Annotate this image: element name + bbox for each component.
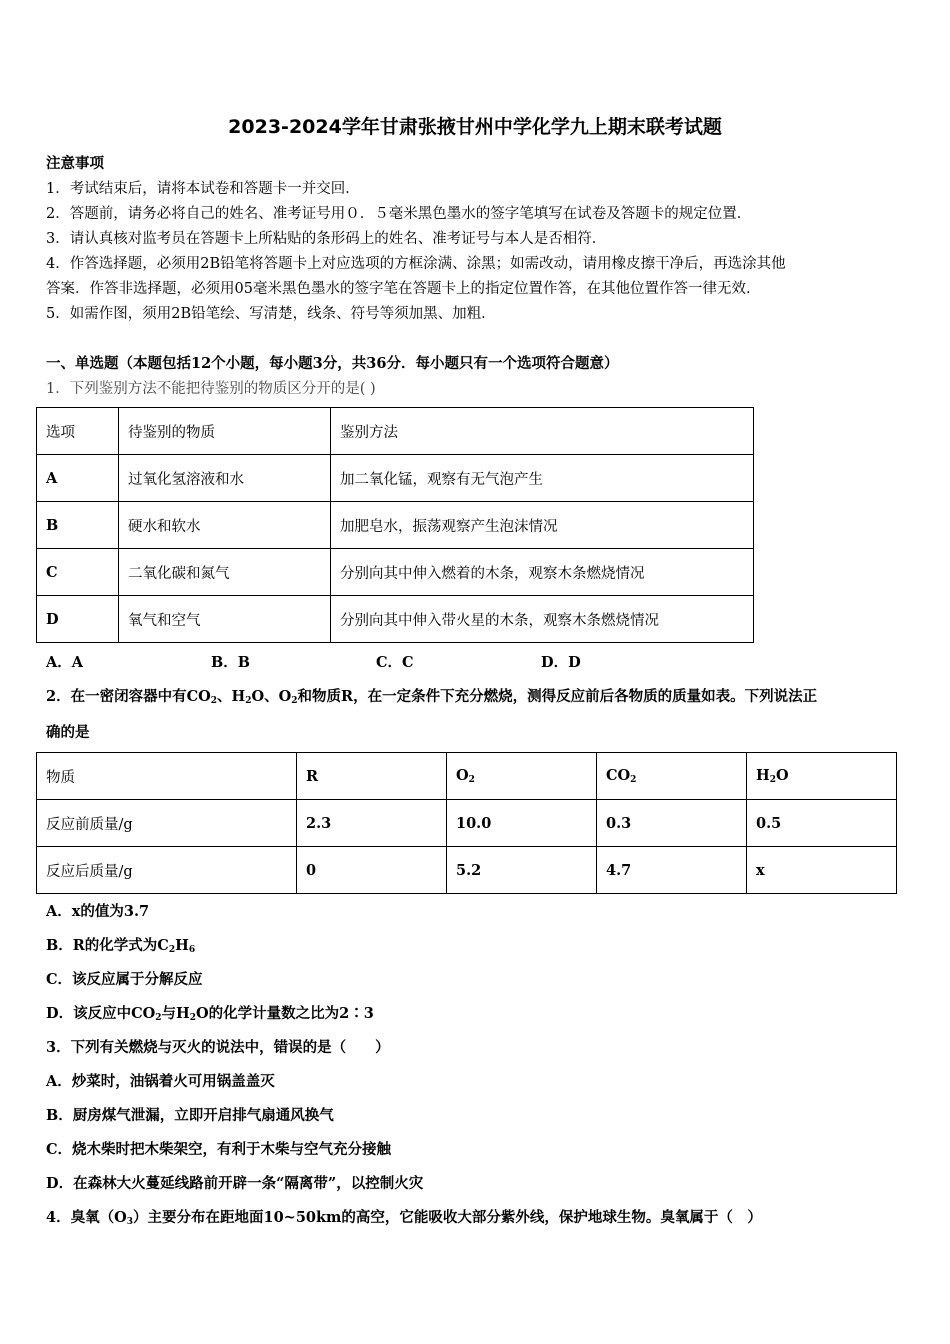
table-cell: x [747, 847, 897, 894]
subscript: 2 [769, 775, 776, 785]
question-2-option-b [46, 934, 195, 955]
table-cell: 氧气和空气 [119, 596, 331, 643]
notice-heading: 注意事项 [46, 155, 104, 172]
table-cell: B [37, 502, 119, 549]
subscript: 2 [291, 696, 298, 706]
stem-text: 和物质R，在一定条件下充分燃烧，测得反应前后各物质的质量如表。下列说法正 [297, 688, 818, 705]
table-cell: 5.2 [447, 847, 597, 894]
question-2-stem-cont: 确的是 [46, 724, 90, 741]
table-row [37, 847, 897, 894]
stem-text: ）主要分布在距地面10~50km的高空，它能吸收大部分紫外线，保护地球生物。臭氧属于（ ） [133, 1209, 762, 1226]
subscript: 2 [245, 696, 252, 706]
question-3-stem: 3．下列有关燃烧与灭火的说法中，错误的是（ ） [46, 1039, 390, 1056]
formula-text: O [775, 767, 789, 784]
table-cell: 分别向其中伸入带火星的木条，观察木条燃烧情况 [331, 596, 754, 643]
table-cell: 2.3 [297, 800, 447, 847]
question-2-stem [46, 685, 817, 706]
table-cell: 二氧化碳和氮气 [119, 549, 331, 596]
option-c: C．C [376, 654, 414, 671]
notice-item: 答案．作答非选择题，必须用05毫米黑色墨水的签字笔在答题卡上的指定位置作答，在其他位置作答一律无效． [46, 281, 761, 297]
subscript: 2 [630, 775, 637, 785]
header-cell: 选项 [37, 408, 119, 455]
option-a: A．A [46, 654, 84, 671]
question-3-option-d: D．在森林大火蔓延线路前开辟一条“隔离带”，以控制火灾 [46, 1175, 424, 1192]
question-2-table [36, 752, 897, 894]
stem-text: 2．在一密闭容器中有 [46, 688, 187, 705]
formula-text: CO [606, 767, 631, 784]
table-cell: 0 [297, 847, 447, 894]
question-3-option-a: A．炒菜时，油锅着火可用锅盖盖灭 [46, 1073, 275, 1090]
header-cell [597, 753, 747, 800]
table-row [37, 596, 754, 643]
table-cell: 过氧化氢溶液和水 [119, 455, 331, 502]
header-cell: 物质 [37, 753, 297, 800]
table-cell: D [37, 596, 119, 643]
notice-item: 4．作答选择题，必须用2B铅笔将答题卡上对应选项的方框涂满、涂黑；如需改动，请用橡皮擦干净后，再选涂其他 [46, 256, 786, 272]
table-header-row [37, 753, 897, 800]
notice-item: 3．请认真核对监考员在答题卡上所粘贴的条形码上的姓名、准考证号与本人是否相符． [46, 231, 607, 247]
header-cell [747, 753, 897, 800]
header-cell: 待鉴别的物质 [119, 408, 331, 455]
question-3-option-c: C．烧木柴时把木柴架空，有利于木柴与空气充分接触 [46, 1141, 392, 1158]
option-b: B．B [211, 654, 251, 671]
subscript: 2 [189, 1013, 196, 1023]
section-heading: 一、单选题（本题包括12个小题，每小题3分，共36分．每小题只有一个选项符合题意） [46, 355, 619, 372]
subscript: 2 [468, 775, 475, 785]
table-row [37, 800, 897, 847]
option-text: D．该反应中CO [46, 1005, 156, 1022]
table-cell: 加肥皂水，振荡观察产生泡沫情况 [331, 502, 754, 549]
formula-text: CO [186, 688, 211, 705]
table-header-row [37, 408, 754, 455]
question-1-table [36, 407, 754, 643]
table-cell: 0.3 [597, 800, 747, 847]
formula-text: O [278, 688, 292, 705]
table-row [37, 502, 754, 549]
option-text: 与H [161, 1005, 190, 1022]
header-cell: R [297, 753, 447, 800]
table-cell: 10.0 [447, 800, 597, 847]
formula-text: O [456, 767, 469, 784]
table-cell: C [37, 549, 119, 596]
subscript: 3 [126, 1217, 133, 1227]
question-2-option-c: C．该反应属于分解反应 [46, 971, 203, 988]
table-cell: 反应后质量/g [37, 847, 297, 894]
option-text: O的化学计量数之比为2∶3 [195, 1005, 374, 1022]
separator: 、 [264, 688, 279, 705]
formula-text: H [175, 937, 189, 954]
question-4-stem [46, 1206, 762, 1227]
formula-text: H [231, 688, 246, 705]
subscript: 6 [188, 945, 196, 955]
table-cell: 硬水和软水 [119, 502, 331, 549]
subscript: 2 [210, 696, 218, 706]
option-d: D．D [541, 654, 581, 671]
formula-text: H [756, 767, 770, 784]
subscript: 2 [155, 1013, 162, 1023]
table-cell: 反应前质量/g [37, 800, 297, 847]
table-row [37, 549, 754, 596]
table-cell: 0.5 [747, 800, 897, 847]
header-cell: 鉴别方法 [331, 408, 754, 455]
question-3-option-b: B．厨房煤气泄漏，立即开启排气扇通风换气 [46, 1107, 334, 1124]
question-1-stem: 1．下列鉴别方法不能把待鉴别的物质区分开的是( ) [46, 381, 376, 397]
table-cell: A [37, 455, 119, 502]
table-cell: 4.7 [597, 847, 747, 894]
table-row [37, 455, 754, 502]
separator: 、 [217, 688, 232, 705]
page-title: 2023-2024学年甘肃张掖甘州中学化学九上期末联考试题 [228, 116, 722, 138]
formula-text: O [251, 688, 265, 705]
stem-text: 4．臭氧（O [46, 1209, 127, 1226]
question-2-option-d [46, 1002, 374, 1023]
notice-item: 2．答题前，请务必将自己的姓名、准考证号用０．５毫米黑色墨水的签字笔填写在试卷及答题卡的规定位置． [46, 206, 752, 222]
notice-item: 1．考试结束后，请将本试卷和答题卡一并交回． [46, 181, 360, 197]
table-cell: 加二氧化锰，观察有无气泡产生 [331, 455, 754, 502]
notice-item: 5．如需作图，须用2B铅笔绘、写清楚，线条、符号等须加黑、加粗． [46, 306, 496, 322]
header-cell [447, 753, 597, 800]
question-2-option-a: A．x的值为3.7 [46, 903, 150, 920]
table-cell: 分别向其中伸入燃着的木条，观察木条燃烧情况 [331, 549, 754, 596]
option-text: B．R的化学式为C [46, 937, 169, 954]
question-1-options [46, 651, 706, 672]
subscript: 2 [168, 945, 176, 955]
